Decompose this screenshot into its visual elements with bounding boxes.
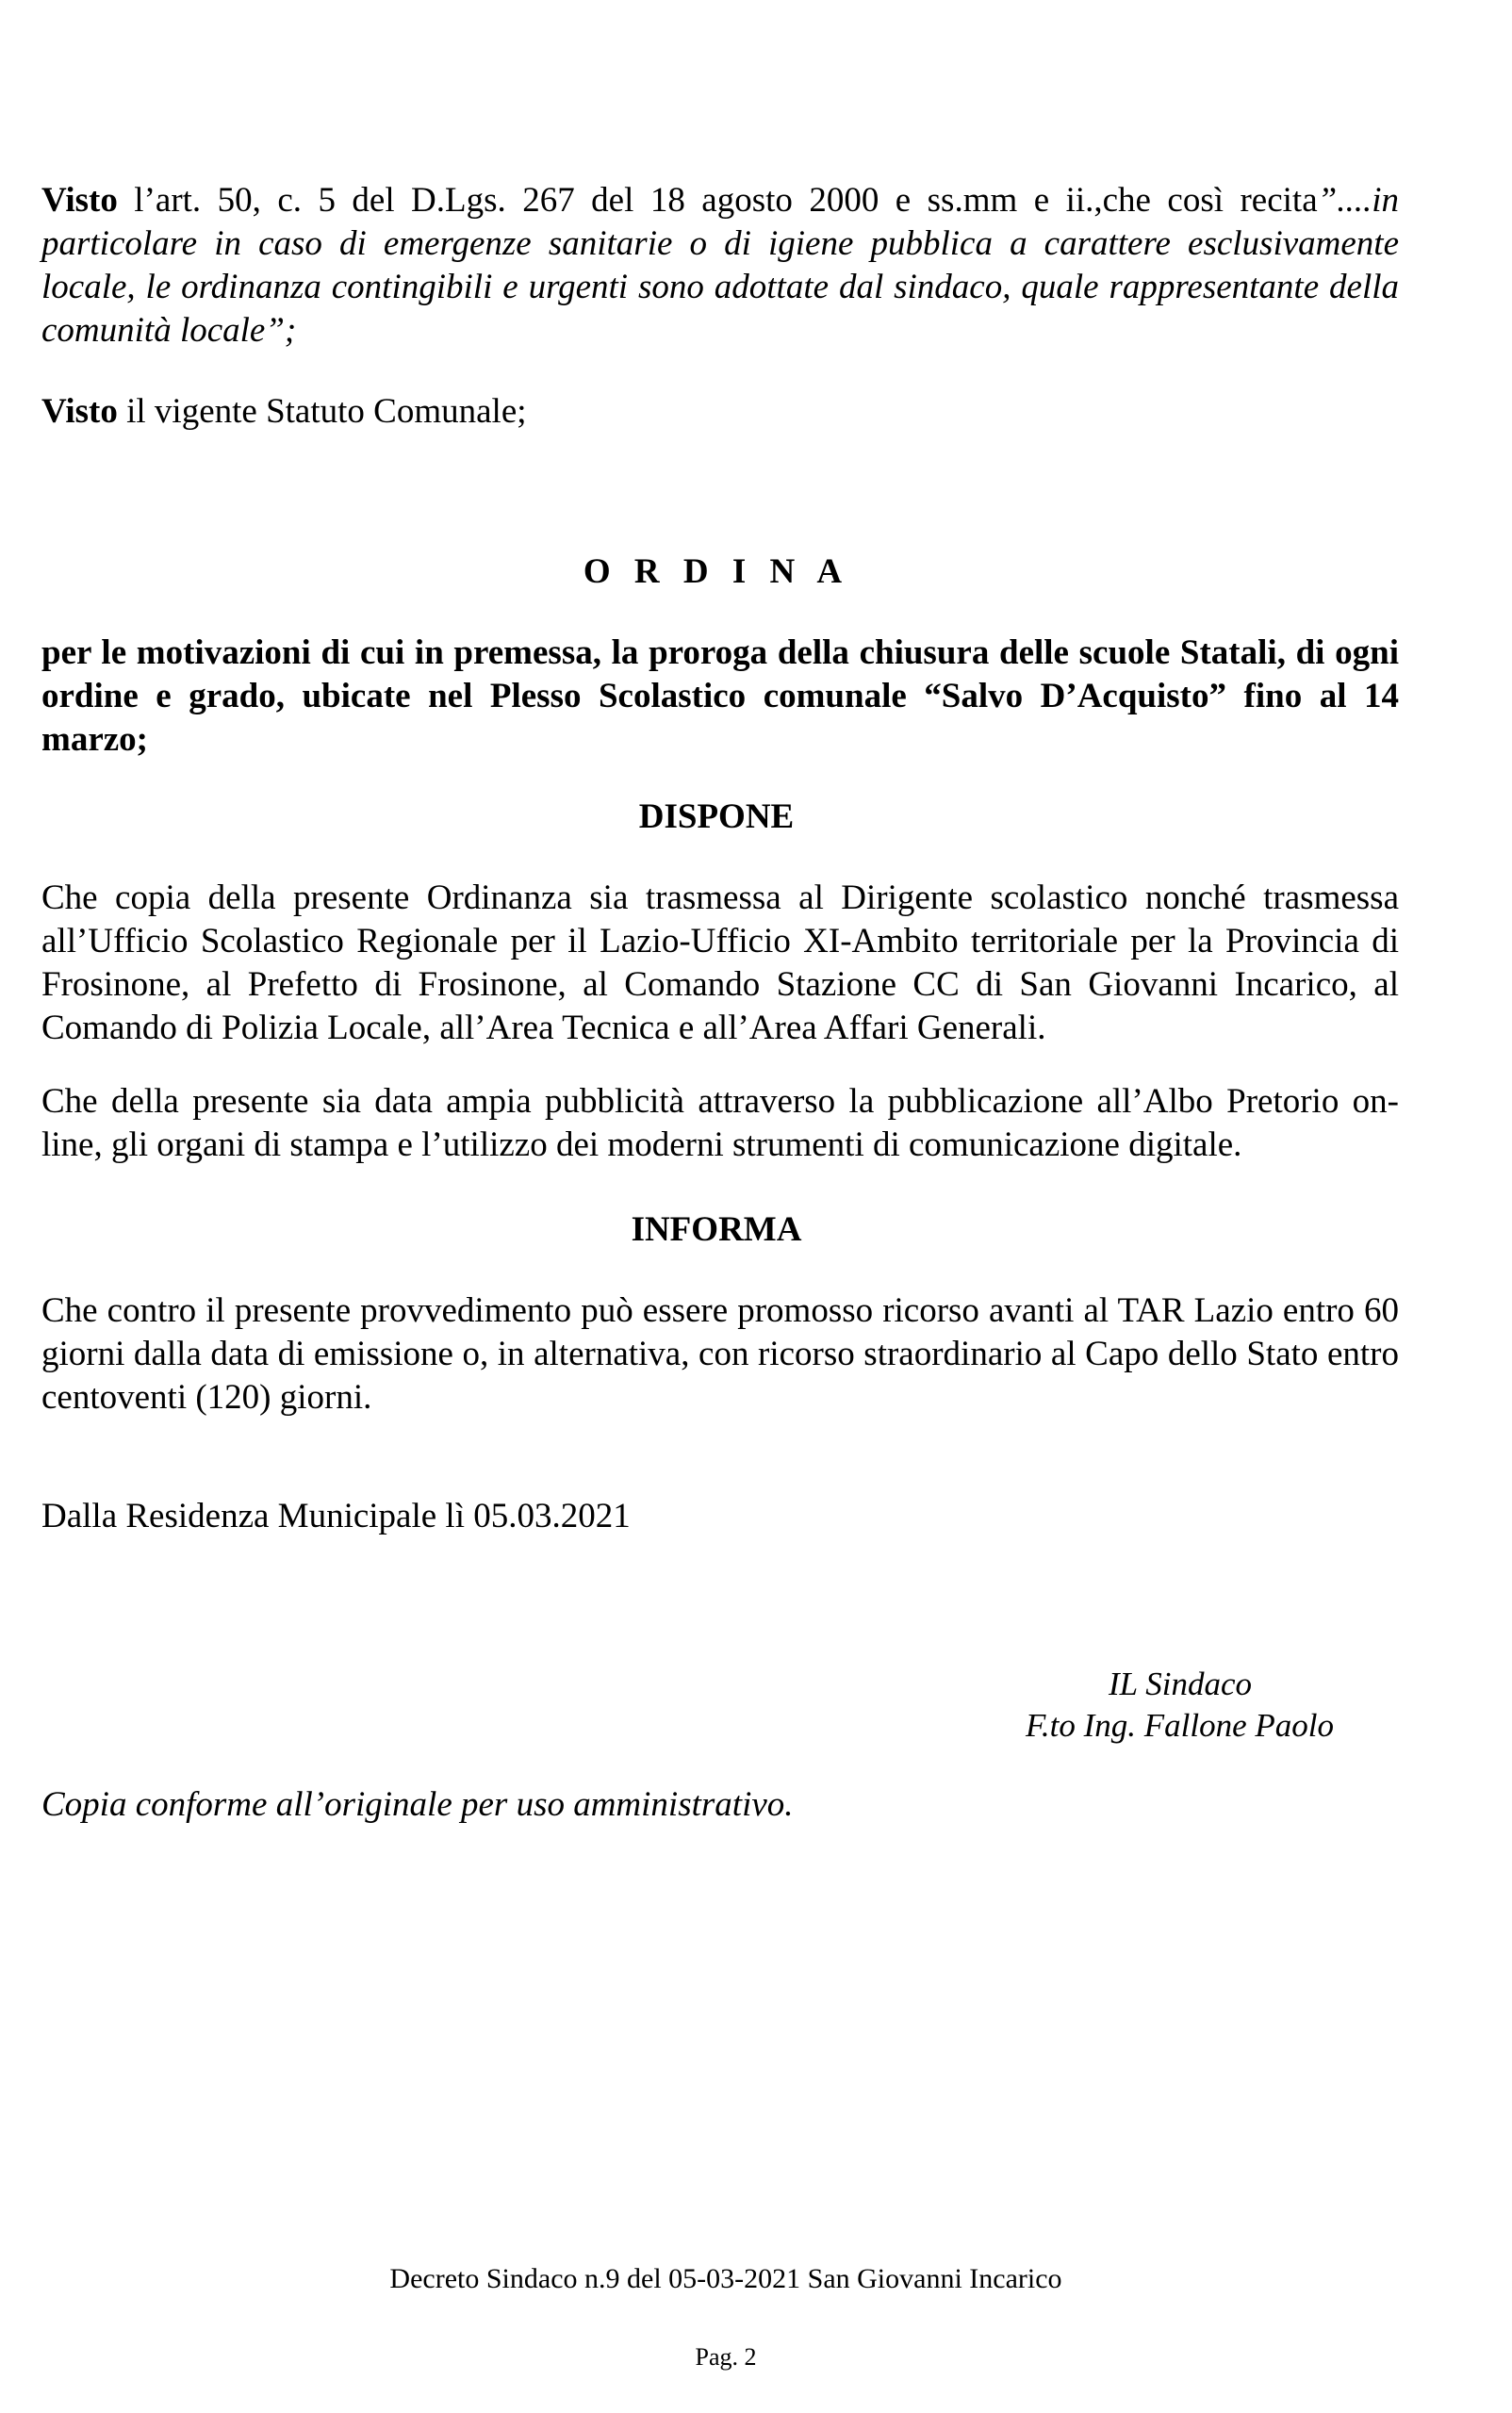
copia-conforme: Copia conforme all’originale per uso amministrativo. xyxy=(41,1785,794,1824)
visto-statuto-label: Visto xyxy=(41,392,118,431)
visto-art-label: Visto xyxy=(41,181,118,220)
visto-statuto-paragraph xyxy=(41,390,1399,434)
dispone-paragraph-1: Che copia della presente Ordinanza sia trasmessa al Dirigente scolastico nonché trasmessa all’Ufficio Scolastico Regionale per il Lazio-Ufficio XI-Ambito territoriale per la Provincia di Frosinone, al Prefetto di Frosinone, al Comando Stazione CC di San Giovanni Incarico, al Comando di Polizia Locale, all’Area Tecnica e all’Area Affari Generali. xyxy=(41,878,1399,1047)
footer-decree: Decreto Sindaco n.9 del 05-03-2021 San Giovanni Incarico xyxy=(389,2263,1062,2294)
visto-art-quote: ”....in particolare in caso di emergenze sanitarie o di igiene pubblica a carattere esclusivamente locale, le ordinanza contingibili e urgenti sono adottate dal sindaco, quale rappresentante della comunità locale”; xyxy=(41,181,1399,350)
page-number: Pag. 2 xyxy=(695,2343,757,2371)
visto-statuto-text: il vigente Statuto Comunale; xyxy=(117,392,527,431)
informa-heading: INFORMA xyxy=(631,1210,802,1249)
signature-name: F.to Ing. Fallone Paolo xyxy=(1026,1707,1334,1744)
dispone-paragraph-2: Che della presente sia data ampia pubblicità attraverso la pubblicazione all’Albo Pretorio on-line, gli organi di stampa e l’utilizzo dei moderni strumenti di comunicazione digitale. xyxy=(41,1082,1399,1164)
dispone-heading: DISPONE xyxy=(638,797,795,836)
ordina-heading: O R D I N A xyxy=(583,552,850,591)
visto-art-paragraph xyxy=(41,179,1399,353)
signature-title: IL Sindaco xyxy=(1109,1666,1252,1702)
informa-paragraph: Che contro il presente provvedimento può essere promosso ricorso avanti al TAR Lazio entro 60 giorni dalla data di emissione o, in alternativa, con ricorso straordinario al Capo dello Stato entro centoventi (120) giorni. xyxy=(41,1291,1399,1417)
place-date: Dalla Residenza Municipale lì 05.03.2021 xyxy=(41,1497,631,1535)
visto-art-text: l’art. 50, c. 5 del D.Lgs. 267 del 18 agosto 2000 e ss.mm e ii.,che così recita xyxy=(117,181,1318,220)
ordina-paragraph: per le motivazioni di cui in premessa, la proroga della chiusura delle scuole Statali, di ogni ordine e grado, ubicate nel Plesso Scolastico comunale “Salvo D’Acquisto” fino al 14 marzo; xyxy=(41,633,1399,759)
